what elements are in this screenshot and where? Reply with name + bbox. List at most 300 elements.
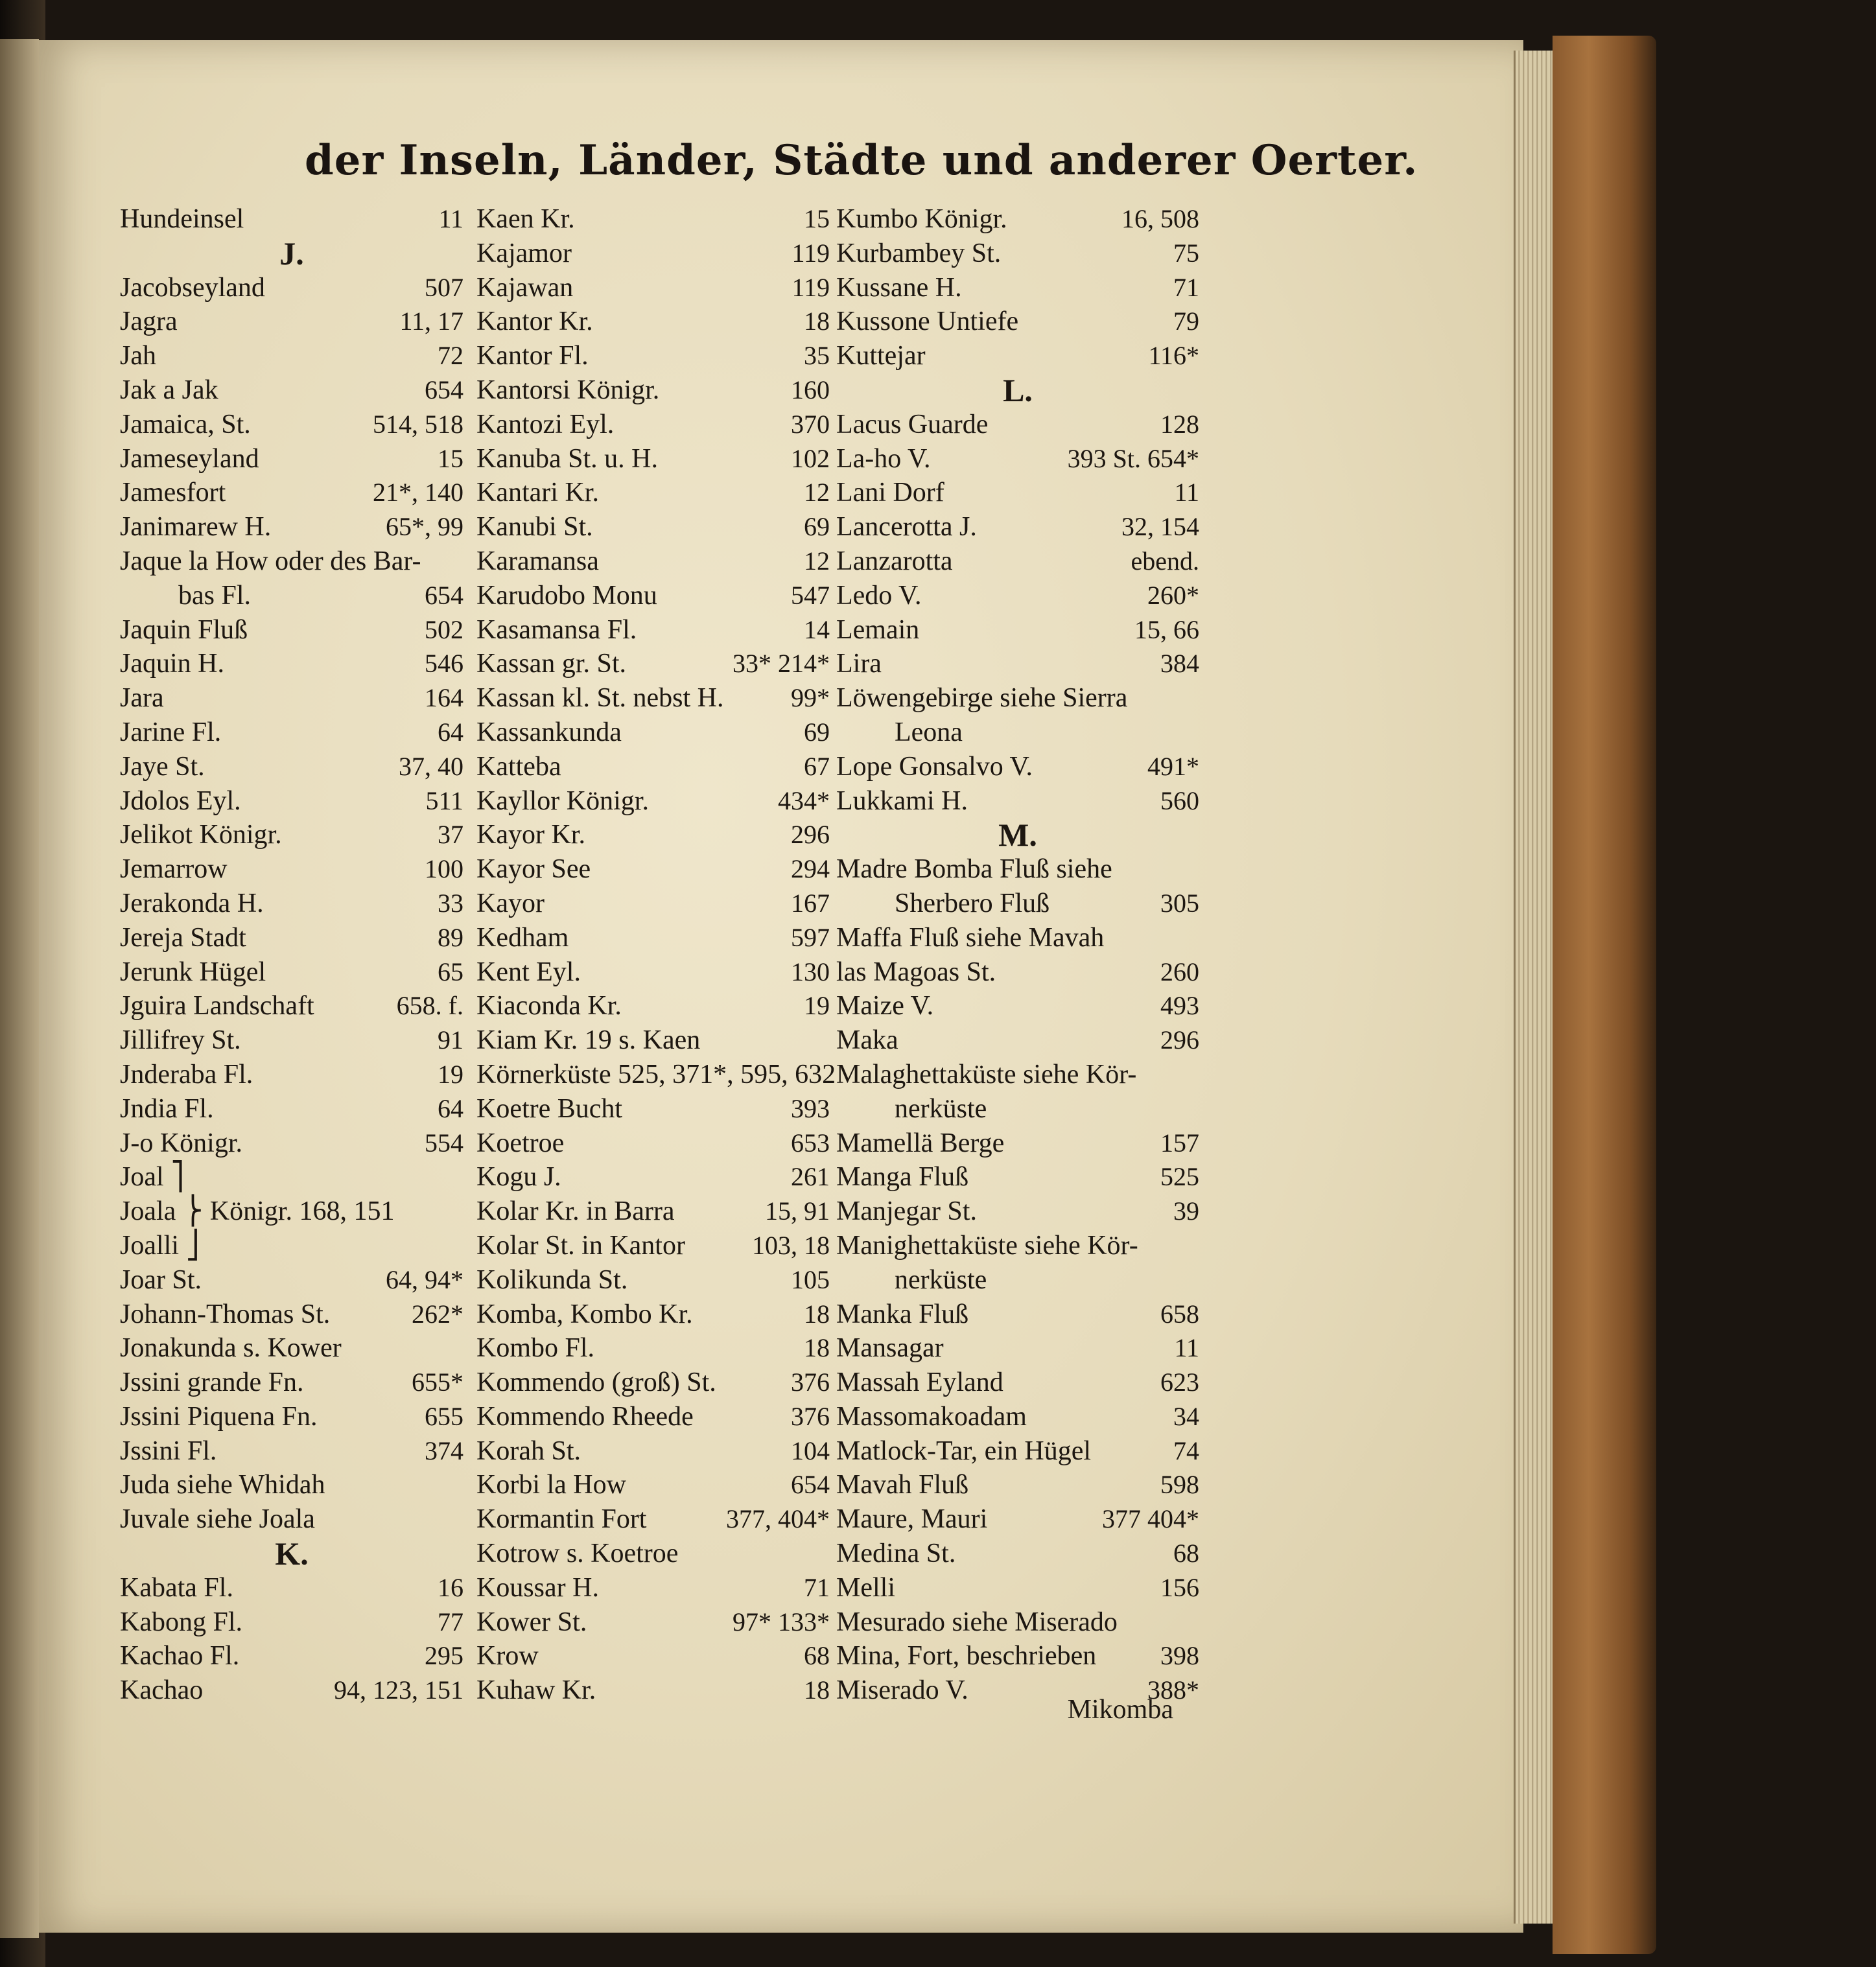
entry-pages: 376 <box>791 1401 830 1431</box>
index-entry <box>476 613 830 647</box>
entry-pages: 398 <box>1160 1641 1199 1671</box>
index-entry <box>836 1571 1199 1605</box>
index-entry <box>476 1468 830 1502</box>
index-entry <box>836 921 1199 955</box>
index-entry <box>120 784 463 819</box>
index-entry <box>476 579 830 613</box>
index-entry <box>476 305 830 339</box>
entry-pages: 71 <box>804 1572 830 1602</box>
entry-pages: 11 <box>438 204 463 233</box>
entry-name: Mesurado siehe Miserado <box>836 1607 1118 1637</box>
index-entry <box>836 339 1199 373</box>
entry-pages: 262* <box>412 1299 463 1329</box>
entry-name: Löwengebirge siehe Sierra <box>836 683 1128 714</box>
entry-pages: 71 <box>1173 272 1199 302</box>
entry-name: Jak a Jak <box>120 375 218 405</box>
letter-heading: J. <box>279 235 304 272</box>
entry-pages: 514, 518 <box>373 409 463 439</box>
entry-pages: 64 <box>438 717 463 747</box>
entry-name: Lani Dorf <box>836 478 944 508</box>
entry-name: La-ho V. <box>836 443 931 474</box>
entry-name: Lanzarotta <box>836 546 953 576</box>
index-entry <box>836 202 1199 237</box>
entry-pages: 15, 91 <box>765 1196 830 1226</box>
index-entry <box>120 1126 463 1161</box>
entry-pages: 104 <box>791 1436 830 1465</box>
entry-pages: 655 <box>425 1401 463 1431</box>
entry-name: Kiam Kr. 19 s. Kaen <box>476 1025 701 1056</box>
index-entry <box>476 1229 830 1263</box>
index-entry <box>836 544 1199 579</box>
index-entry <box>120 921 463 955</box>
entry-pages: 68 <box>804 1641 830 1671</box>
entry-pages: 167 <box>791 888 830 918</box>
entry-pages: 89 <box>438 922 463 952</box>
entry-pages: 33* 214* <box>733 649 830 679</box>
entry-name: Juvale siehe Joala <box>120 1504 315 1535</box>
entry-pages: 128 <box>1160 409 1199 439</box>
entry-name: Joal ⎤ <box>120 1162 185 1193</box>
index-entry <box>120 613 463 647</box>
entry-pages: 64, 94* <box>386 1264 463 1294</box>
entry-pages: 39 <box>1173 1196 1199 1226</box>
entry-pages: 102 <box>791 443 830 473</box>
index-entry <box>476 1673 830 1708</box>
entry-name: Janimarew H. <box>120 512 272 542</box>
index-entry <box>476 1434 830 1469</box>
entry-pages: 37 <box>438 820 463 850</box>
entry-pages: 554 <box>425 1128 463 1158</box>
entry-pages: 434* <box>778 786 830 815</box>
entry-pages: 261 <box>791 1162 830 1192</box>
index-entry <box>120 1468 463 1502</box>
entry-name: Jndia Fl. <box>120 1093 214 1124</box>
index-entry <box>120 818 463 852</box>
entry-name: Miserado V. <box>836 1675 968 1706</box>
entry-pages: 74 <box>1173 1436 1199 1465</box>
index-entry-continuation <box>836 887 1199 921</box>
index-entry <box>476 1537 830 1571</box>
index-entry <box>476 818 830 852</box>
entry-name: Kuhaw Kr. <box>476 1675 596 1706</box>
entry-name: Kommendo (groß) St. <box>476 1368 716 1398</box>
index-entry <box>476 1023 830 1058</box>
index-entry <box>836 271 1199 305</box>
entry-name: Mina, Fort, beschrieben <box>836 1641 1097 1671</box>
entry-pages: 18 <box>804 1675 830 1705</box>
entry-name: Manjegar St. <box>836 1196 977 1227</box>
index-entry <box>476 955 830 990</box>
entry-name: Jaque la How oder des Bar- <box>120 546 421 576</box>
entry-name: Jara <box>120 683 164 714</box>
entry-name: Kayor See <box>476 854 591 885</box>
entry-name: Jdolos Eyl. <box>120 786 241 816</box>
index-entry <box>476 784 830 819</box>
entry-pages: 65*, 99 <box>386 512 463 542</box>
entry-name: Karudobo Monu <box>476 580 657 611</box>
entry-pages: ebend. <box>1131 546 1199 576</box>
index-entry <box>120 1263 463 1298</box>
letter-heading: L. <box>1003 371 1033 408</box>
entry-pages: 64 <box>438 1093 463 1123</box>
index-column-1 <box>120 202 463 1745</box>
entry-pages: 72 <box>438 341 463 371</box>
index-entry <box>120 887 463 921</box>
entry-name: las Magoas St. <box>836 957 996 987</box>
index-entry <box>476 681 830 716</box>
index-entry <box>120 1229 463 1263</box>
index-entry <box>836 750 1199 784</box>
entry-name: Melli <box>836 1572 895 1603</box>
index-entry <box>120 1434 463 1469</box>
index-entry <box>476 716 830 750</box>
index-entry <box>836 647 1199 681</box>
index-entry <box>120 339 463 373</box>
entry-name: Manga Fluß <box>836 1162 969 1193</box>
entry-name: Jamesfort <box>120 478 226 508</box>
entry-pages: 260 <box>1160 957 1199 986</box>
index-entry <box>120 1639 463 1673</box>
entry-pages: 14 <box>804 614 830 644</box>
entry-name: Kayor Kr. <box>476 820 585 850</box>
entry-name: Jssini grande Fn. <box>120 1368 304 1398</box>
entry-name: Kaen Kr. <box>476 204 575 234</box>
entry-pages: 654 <box>791 1470 830 1500</box>
index-entry <box>836 852 1199 887</box>
index-entry <box>836 955 1199 990</box>
index-entry <box>476 408 830 442</box>
entry-pages: 65 <box>438 957 463 986</box>
entry-name: Jagra <box>120 307 178 337</box>
index-entry <box>476 1092 830 1126</box>
index-entry <box>476 1502 830 1537</box>
entry-name: Jnderaba Fl. <box>120 1059 253 1089</box>
entry-pages: 18 <box>804 307 830 336</box>
entry-name: Kantari Kr. <box>476 478 599 508</box>
entry-name: Kower St. <box>476 1607 587 1637</box>
entry-pages: 18 <box>804 1299 830 1329</box>
entry-name: Jemarrow <box>120 854 228 885</box>
entry-pages: 393 St. 654* <box>1067 443 1199 473</box>
entry-pages: 69 <box>804 512 830 542</box>
entry-name: Kolar St. in Kantor <box>476 1230 685 1261</box>
entry-name: Jaquin H. <box>120 649 224 679</box>
entry-pages: 19 <box>804 991 830 1021</box>
index-entry <box>476 544 830 579</box>
entry-name: Manighettaküste siehe Kör- <box>836 1230 1138 1261</box>
entry-name: Mamellä Berge <box>836 1128 1005 1158</box>
index-entry <box>836 237 1199 271</box>
entry-name: Jillifrey St. <box>120 1025 241 1056</box>
index-entry <box>836 1126 1199 1161</box>
entry-name: Kotrow s. Koetroe <box>476 1539 679 1569</box>
entry-name: Kajamor <box>476 238 572 268</box>
entry-name: Kuttejar <box>836 341 926 371</box>
entry-name: Komba, Kombo Kr. <box>476 1299 693 1329</box>
entry-pages: 79 <box>1173 307 1199 336</box>
index-entry <box>476 887 830 921</box>
entry-name: Karamansa <box>476 546 599 576</box>
index-entry <box>476 1126 830 1161</box>
index-entry <box>836 1639 1199 1673</box>
entry-name: Kanubi St. <box>476 512 593 542</box>
entry-pages: 130 <box>791 957 830 986</box>
index-column-3 <box>836 202 1199 1745</box>
index-entry-continuation <box>836 716 1199 750</box>
entry-name: Jssini Fl. <box>120 1436 217 1466</box>
index-entry <box>836 579 1199 613</box>
index-entry <box>836 1160 1199 1194</box>
index-entry <box>120 955 463 990</box>
entry-pages: 547 <box>791 580 830 610</box>
entry-name: Jarine Fl. <box>120 717 222 747</box>
index-entry <box>120 1571 463 1605</box>
entry-pages: 77 <box>438 1607 463 1636</box>
entry-name: Lira <box>836 649 882 679</box>
entry-name: Jereja Stadt <box>120 922 246 953</box>
index-entry <box>476 373 830 408</box>
entry-name: Koussar H. <box>476 1572 599 1603</box>
index-entry <box>836 1434 1199 1469</box>
index-entry <box>120 1331 463 1366</box>
entry-pages: 103, 18 <box>752 1230 830 1260</box>
entry-pages: 21*, 140 <box>373 478 463 507</box>
index-entry <box>836 408 1199 442</box>
index-entry <box>836 1537 1199 1571</box>
entry-pages: 294 <box>791 854 830 884</box>
entry-name: Massomakoadam <box>836 1401 1027 1432</box>
entry-name: bas Fl. <box>178 580 252 611</box>
entry-name: Jaquin Fluß <box>120 614 248 645</box>
index-entry <box>120 408 463 442</box>
index-entry <box>120 1366 463 1400</box>
entry-name: Kassankunda <box>476 717 622 747</box>
index-entry <box>836 613 1199 647</box>
index-entry <box>120 1023 463 1058</box>
entry-name: Kayllor Königr. <box>476 786 649 816</box>
index-entry <box>836 1366 1199 1400</box>
entry-name: Hundeinsel <box>120 204 244 234</box>
index-entry <box>476 1058 836 1092</box>
entry-name: Kantorsi Königr. <box>476 375 660 405</box>
entry-pages: 19 <box>438 1059 463 1089</box>
entry-name: Kussane H. <box>836 272 962 303</box>
index-entry <box>836 1023 1199 1058</box>
entry-name: Krow <box>476 1641 539 1671</box>
letter-heading: K. <box>275 1535 309 1572</box>
entry-pages: 160 <box>791 375 830 404</box>
entry-pages: 69 <box>804 717 830 747</box>
entry-pages: 296 <box>1160 1025 1199 1055</box>
entry-pages: 32, 154 <box>1121 512 1199 542</box>
entry-name: Kabong Fl. <box>120 1607 242 1637</box>
index-entry <box>120 750 463 784</box>
entry-name: Jerakonda H. <box>120 888 264 918</box>
entry-name: Kachao Fl. <box>120 1641 240 1671</box>
entry-name: Jerunk Hügel <box>120 957 266 987</box>
index-entry <box>120 1058 463 1092</box>
index-entry <box>120 476 463 510</box>
entry-pages: 16, 508 <box>1121 204 1199 233</box>
entry-name: Kormantin Fort <box>476 1504 647 1535</box>
entry-pages: 16 <box>438 1572 463 1602</box>
entry-pages: 374 <box>425 1436 463 1465</box>
entry-pages: 597 <box>791 922 830 952</box>
index-entry <box>836 1194 1199 1229</box>
index-entry <box>476 1263 830 1298</box>
entry-name: Madre Bomba Fluß siehe <box>836 854 1112 885</box>
entry-pages: 376 <box>791 1368 830 1397</box>
index-entry <box>836 784 1199 819</box>
entry-name: J-o Königr. <box>120 1128 242 1158</box>
entry-name: Lancerotta J. <box>836 512 977 542</box>
index-entry-continuation <box>836 1263 1199 1298</box>
entry-pages: 370 <box>791 409 830 439</box>
index-entry <box>476 1194 830 1229</box>
entry-pages: 164 <box>425 683 463 713</box>
index-entry <box>120 373 463 408</box>
entry-name: Kedham <box>476 922 569 953</box>
entry-pages: 377 404* <box>1102 1504 1199 1534</box>
entry-name: Kassan gr. St. <box>476 649 626 679</box>
index-entry <box>476 647 830 681</box>
index-entry <box>120 1673 463 1708</box>
entry-name: Kombo Fl. <box>476 1333 595 1364</box>
entry-pages: 654 <box>425 580 463 610</box>
entry-pages: 34 <box>1173 1401 1199 1431</box>
index-entry <box>476 1366 830 1400</box>
entry-name: Sherbero Fluß <box>895 888 1050 918</box>
index-entry <box>836 1058 1199 1092</box>
entry-name: Katteba <box>476 751 561 782</box>
entry-pages: 305 <box>1160 888 1199 918</box>
index-entry <box>120 202 463 237</box>
entry-pages: 377, 404* <box>726 1504 830 1534</box>
index-entry <box>836 476 1199 510</box>
index-entry <box>120 647 463 681</box>
entry-pages: 502 <box>425 614 463 644</box>
index-entry <box>836 1468 1199 1502</box>
entry-pages: 295 <box>425 1641 463 1671</box>
entry-name: Manka Fluß <box>836 1299 969 1329</box>
entry-name: Juda siehe Whidah <box>120 1470 325 1500</box>
entry-name: Mavah Fluß <box>836 1470 969 1500</box>
letter-heading: M. <box>998 817 1037 854</box>
index-entry <box>836 442 1199 476</box>
entry-pages: 491* <box>1147 751 1199 781</box>
entry-pages: 35 <box>804 341 830 371</box>
index-entry <box>476 237 830 271</box>
entry-name: nerküste <box>895 1264 987 1295</box>
index-entry <box>120 510 463 544</box>
entry-name: Mansagar <box>836 1333 944 1364</box>
entry-name: Kiaconda Kr. <box>476 991 622 1021</box>
page-stack-edge <box>1514 51 1554 1924</box>
entry-name: Kantor Fl. <box>476 341 589 371</box>
entry-pages: 653 <box>791 1128 830 1158</box>
entry-pages: 119 <box>791 238 830 268</box>
entry-name: Malaghettaküste siehe Kör- <box>836 1059 1137 1089</box>
entry-name: Lemain <box>836 614 920 645</box>
entry-name: Jguira Landschaft <box>120 991 314 1021</box>
entry-name: Maffa Fluß siehe Mavah <box>836 922 1105 953</box>
entry-pages: 12 <box>804 546 830 576</box>
index-entry <box>836 681 1199 716</box>
entry-pages: 658. f. <box>396 991 463 1021</box>
index-entry <box>120 544 463 579</box>
entry-name: Kantor Kr. <box>476 307 593 337</box>
entry-pages: 68 <box>1173 1539 1199 1568</box>
index-entry <box>120 442 463 476</box>
entry-name: Kassan kl. St. nebst H. <box>476 683 724 714</box>
index-entry <box>120 1160 463 1194</box>
entry-name: Kachao <box>120 1675 204 1706</box>
entry-pages: 655* <box>412 1368 463 1397</box>
entry-name: Joalli ⎦ <box>120 1230 200 1261</box>
entry-pages: 393 <box>791 1093 830 1123</box>
entry-name: Koetroe <box>476 1128 565 1158</box>
entry-pages: 100 <box>425 854 463 884</box>
index-entry <box>476 1605 830 1640</box>
entry-pages: 493 <box>1160 991 1199 1021</box>
entry-pages: 37, 40 <box>399 751 463 781</box>
entry-pages: 15 <box>438 443 463 473</box>
entry-pages: 546 <box>425 649 463 679</box>
entry-name: Jacobseyland <box>120 272 265 303</box>
entry-name: Korah St. <box>476 1436 581 1466</box>
index-entry <box>120 1400 463 1434</box>
entry-name: Kanuba St. u. H. <box>476 443 658 474</box>
entry-pages: 156 <box>1160 1572 1199 1602</box>
entry-pages: 260* <box>1147 580 1199 610</box>
entry-name: Jonakunda s. Kower <box>120 1333 342 1364</box>
index-entry <box>476 271 830 305</box>
entry-pages: 11 <box>1174 478 1199 507</box>
index-entry <box>476 1331 830 1366</box>
entry-pages: 511 <box>425 786 463 815</box>
index-entry <box>476 1571 830 1605</box>
entry-pages: 654 <box>425 375 463 404</box>
entry-name: Kabata Fl. <box>120 1572 233 1603</box>
entry-name: Korbi la How <box>476 1470 626 1500</box>
entry-pages: 384 <box>1160 649 1199 679</box>
entry-name: Jameseyland <box>120 443 259 474</box>
index-entry <box>120 305 463 339</box>
entry-pages: 296 <box>791 820 830 850</box>
entry-name: Maize V. <box>836 991 934 1021</box>
entry-name: nerküste <box>895 1093 987 1124</box>
index-entry <box>836 1229 1199 1263</box>
entry-name: Jelikot Königr. <box>120 820 282 850</box>
index-entry <box>476 1160 830 1194</box>
index-entry <box>120 681 463 716</box>
entry-name: Massah Eyland <box>836 1368 1003 1398</box>
index-entry <box>836 989 1199 1023</box>
entry-pages: 388* <box>1147 1675 1199 1705</box>
entry-name: Kent Eyl. <box>476 957 581 987</box>
entry-pages: 598 <box>1160 1470 1199 1500</box>
entry-name: Jssini Piquena Fn. <box>120 1401 318 1432</box>
index-entry <box>120 1605 463 1640</box>
index-entry <box>836 1298 1199 1332</box>
index-entry <box>476 852 830 887</box>
leather-cover <box>1553 36 1656 1954</box>
entry-name: Kayor <box>476 888 545 918</box>
index-entry <box>476 1298 830 1332</box>
index-entry <box>120 1298 463 1332</box>
index-entry <box>120 1502 463 1537</box>
index-entry <box>120 1194 463 1229</box>
